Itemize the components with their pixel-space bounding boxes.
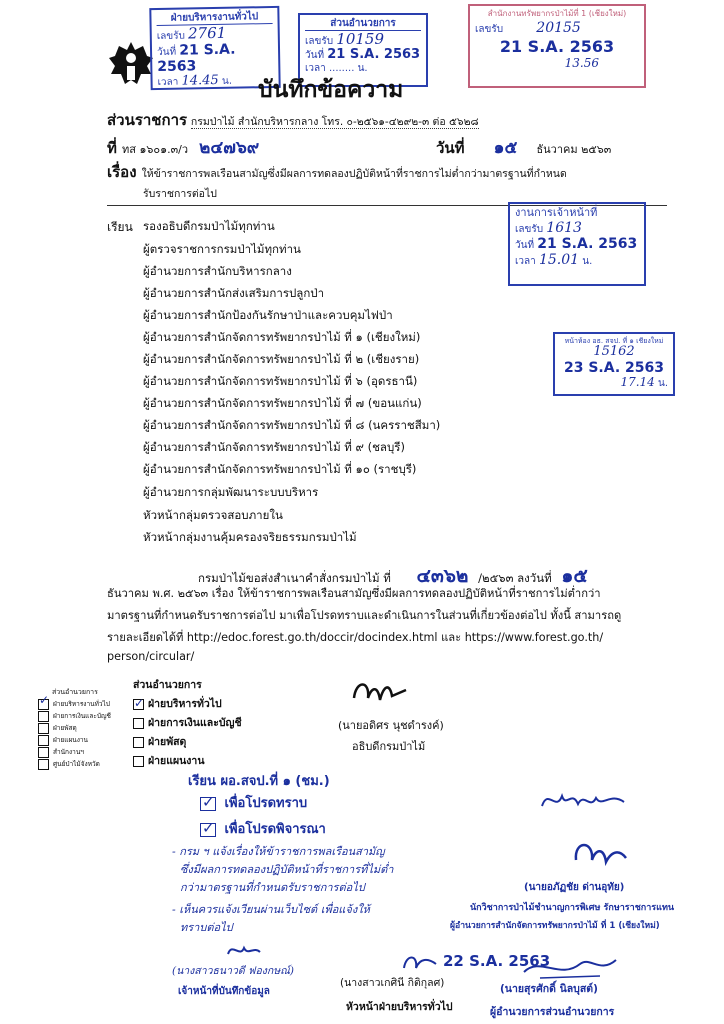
recipient-item: ผู้อำนวยการสำนักจัดการทรัพยากรป่าไม้ ที่ ๑๐ (ราชบุรี) xyxy=(143,462,417,476)
checkbox[interactable] xyxy=(38,735,49,746)
recipient-item: ผู้ตรวจราชการกรมป่าไม้ทุกท่าน xyxy=(143,242,301,256)
stamp-time: 13.56 xyxy=(564,55,599,70)
stamp-date: 21 S.A. 2563 xyxy=(499,37,615,57)
director-signature xyxy=(350,676,410,710)
subject-label: เรื่อง xyxy=(107,163,137,181)
recipient-item: ผู้อำนวยการสำนักบริหารกลาง xyxy=(143,264,292,278)
officer-title: นักวิชาการป่าไม้ชำนาญการพิเศษ รักษาราชการแทน xyxy=(470,903,675,913)
date-line xyxy=(436,134,611,161)
stamp-number: 1613 xyxy=(546,219,582,236)
recipient-first: รองอธิบดีกรมป่าไม้ทุกท่าน xyxy=(143,219,275,233)
routing-left-item[interactable]: ฝ่ายแผนงาน xyxy=(38,734,111,746)
recipient-item: ผู้อำนวยการสำนักป้องกันรักษาป่าและควบคุมไฟป่า xyxy=(143,308,393,322)
stamp-time: 15.01 xyxy=(538,251,580,268)
routing-right-item[interactable]: ฝ่ายการเงินและบัญชี xyxy=(133,714,242,733)
admin-name: (นางสาวเกศินี กิติกุลศ) xyxy=(340,977,445,989)
date-rest: ธันวาคม ๒๕๖๓ xyxy=(536,143,612,156)
received-stamp-saraban: หน้าห้อง อธ. สจป. ที่ ๑ เชียงใหม่ 15162 23 S.A. 2563 17.14 น. xyxy=(553,332,675,396)
option-consider[interactable]: ✓ เพื่อโปรดพิจารณา xyxy=(200,818,326,839)
received-stamp-office: สำนักงานทรัพยากรป่าไม้ที่ 1 (เชียงใหม่) เลขรับ 20155 21 S.A. 2563 13.56 xyxy=(468,4,646,88)
routing-left-item[interactable]: ✓ฝ่ายบริหารงานทั่วไป xyxy=(38,698,111,710)
subject-text: ให้ข้าราชการพลเรือนสามัญซึ่งมีผลการทดลองปฏิบัติหน้าที่ราชการไม่ต่ำกว่ามาตรฐานที่กำหนด xyxy=(141,168,567,180)
admin-title: หัวหน้าฝ่ายบริหารทั่วไป xyxy=(346,1001,453,1013)
reference-line xyxy=(107,134,259,161)
checkbox[interactable] xyxy=(133,737,144,748)
routing-right-item[interactable]: ✓ฝ่ายบริหารทั่วไป xyxy=(133,695,242,714)
stamp-time: 14.45 xyxy=(181,72,219,89)
body-line-3: มาตรฐานที่กำหนดรับราชการต่อไป มาเพื่อโปรดทราบและดำเนินการในส่วนที่เกี่ยวข้องต่อไป ทั้งนี้ สามารถดู xyxy=(107,609,622,622)
recipient-item: ผู้อำนวยการสำนักจัดการทรัพยากรป่าไม้ ที่ ๗ (ขอนแก่น) xyxy=(143,396,422,410)
recipient-item: ผู้อำนวยการสำนักส่งเสริมการปลูกป่า xyxy=(143,286,325,300)
handwritten-note: ซึ่งมีผลการทดลองปฏิบัติหน้าที่ราชการที่ไม่ต่ำ xyxy=(180,863,394,876)
checkbox[interactable] xyxy=(133,756,144,767)
checkbox[interactable] xyxy=(38,723,49,734)
date-stamp: 22 S.A. 2563 xyxy=(443,952,551,970)
stamp-header: ฝ่ายบริหารงานทั่วไป xyxy=(156,11,272,26)
checkbox[interactable] xyxy=(38,747,49,758)
clerk-signature xyxy=(224,940,264,960)
ref-label: ที่ xyxy=(107,139,117,157)
handwritten-signature xyxy=(538,782,628,818)
ref-number: ๒๔๗๖๙ xyxy=(199,138,260,158)
agency-line xyxy=(107,108,479,132)
body-line-4: รายละเอียดได้ที่ http://edoc.forest.go.th/doccir/docindex.html และ https://www.forest.go.th/ xyxy=(107,631,604,644)
recipient-item: ผู้อำนวยการสำนักจัดการทรัพยากรป่าไม้ ที่ ๘ (นครราชสีมา) xyxy=(143,418,441,432)
routing-right xyxy=(133,676,242,771)
checkbox[interactable] xyxy=(133,699,144,710)
subject-text-cont: รับราชการต่อไป xyxy=(143,188,217,200)
routing-right-header: ส่วนอำนวยการ xyxy=(133,679,202,691)
handwritten-note: ทราบต่อไป xyxy=(180,921,233,934)
clerk-title: เจ้าหน้าที่บันทึกข้อมูล xyxy=(178,986,270,997)
stamp-header: หน้าห้อง อธ. สจป. ที่ ๑ เชียงใหม่ xyxy=(564,337,664,345)
order-number: ๔๓๖๒ xyxy=(416,565,469,587)
officer-name: (นายอภัฏชัย ด่านอุทัย) xyxy=(524,882,625,893)
recipient-item: ผู้อำนวยการสำนักจัดการทรัพยากรป่าไม้ ที่ ๖ (อุดรธานี) xyxy=(143,374,418,388)
admin-signature xyxy=(400,950,440,976)
routing-left-item[interactable]: สำนักงานฯ xyxy=(38,746,111,758)
garuda-emblem xyxy=(107,38,155,90)
memo-title: บันทึกข้อความ xyxy=(258,77,404,103)
handwritten-note: กว่ามาตรฐานที่กำหนดรับราชการต่อไป xyxy=(180,881,365,894)
handwritten-note: - กรม ฯ แจ้งเรื่องให้ข้าราชการพลเรือนสามัญ xyxy=(172,845,385,858)
stamp-time: 17.14 xyxy=(620,375,655,390)
stamp-number: 10159 xyxy=(336,29,385,48)
received-stamp-director: ส่วนอำนวยการ เลขรับ 10159 วันที่ 21 S.A. 2563 เวลา ........ น. xyxy=(298,13,428,87)
option-acknowledge[interactable]: ✓ เพื่อโปรดทราบ xyxy=(200,792,307,813)
routing-left-item[interactable]: ฝ่ายการเงินและบัญชี xyxy=(38,710,111,722)
clerk-name: (นางสาวธนาวดี ฟองกษณ์) xyxy=(172,965,295,977)
handwritten-to-line: เรียน ผอ.สจป.ที่ ๑ (ชม.) xyxy=(188,774,330,789)
recipient-item: ผู้อำนวยการกลุ่มพัฒนาระบบบริหาร xyxy=(143,485,319,499)
routing-left xyxy=(38,686,111,770)
stamp-number: 2761 xyxy=(187,23,227,42)
checkbox[interactable] xyxy=(38,759,49,770)
signer-name: (นายอดิศร นุชดำรงค์) xyxy=(338,719,444,732)
routing-right-item[interactable]: ฝ่ายพัสดุ xyxy=(133,733,242,752)
checkbox-acknowledge[interactable] xyxy=(200,797,216,811)
stamp-number: 15162 xyxy=(593,344,635,360)
agency-value: กรมป่าไม้ สำนักบริหารกลาง โทร. ๐-๒๕๖๑-๔๒๙๒-๓ ต่อ ๕๖๒๘ xyxy=(190,116,479,128)
salutation: เรียน xyxy=(107,220,133,234)
director-name: (นายสุรศักดิ์ นิลบุสต์) xyxy=(500,983,598,995)
handwritten-note: - เห็นควรแจ้งเวียนผ่านเว็บไซต์ เพื่อแจ้งให้ xyxy=(172,903,370,916)
routing-right-item[interactable]: ฝ่ายแผนงาน xyxy=(133,752,242,771)
recipient-item: ผู้อำนวยการสำนักจัดการทรัพยากรป่าไม้ ที่ ๑ (เชียงใหม่) xyxy=(143,330,421,344)
checkbox[interactable] xyxy=(38,711,49,722)
stamp-date: 21 S.A. 2563 xyxy=(327,46,421,62)
received-stamp-clerk: งานการเจ้าหน้าที่ เลขรับ 1613 วันที่ 21 S.A. 2563 เวลา 15.01 น. xyxy=(508,202,646,286)
checkbox[interactable] xyxy=(38,699,49,710)
recipient-item: ผู้อำนวยการสำนักจัดการทรัพยากรป่าไม้ ที่ ๒ (เชียงราย) xyxy=(143,352,420,366)
officer-signature xyxy=(570,836,630,872)
recipient-item: หัวหน้ากลุ่มงานคุ้มครองจริยธรรมกรมป่าไม้ xyxy=(143,530,357,544)
date-day: ๑๕ xyxy=(493,138,518,158)
routing-left-item[interactable]: ฝ่ายพัสดุ xyxy=(38,722,111,734)
checkbox-consider[interactable] xyxy=(200,823,216,837)
stamp-number: 20155 xyxy=(536,20,581,37)
ref-value: ทส ๑๖๐๑.๓/ว xyxy=(121,143,189,156)
officer-title: ผู้อำนวยการสำนักจัดการทรัพยากรป่าไม้ ที่ 1 (เชียงใหม่) xyxy=(450,921,660,931)
recipient-item: หัวหน้ากลุ่มตรวจสอบภายใน xyxy=(143,508,283,522)
stamp-header: สำนักงานทรัพยากรป่าไม้ที่ 1 (เชียงใหม่) xyxy=(487,9,627,18)
stamp-header: ส่วนอำนวยการ xyxy=(305,18,421,31)
routing-left-item[interactable]: ศูนย์ป่าไม้จังหวัด xyxy=(38,758,111,770)
recipient-item: ผู้อำนวยการสำนักจัดการทรัพยากรป่าไม้ ที่ ๙ (ชลบุรี) xyxy=(143,440,405,454)
director-title: ผู้อำนวยการส่วนอำนวยการ xyxy=(490,1006,615,1018)
agency-label: ส่วนราชการ xyxy=(107,111,188,129)
subject-line xyxy=(107,160,567,184)
order-day: ๑๕ xyxy=(561,565,588,587)
body-line-1: กรมป่าไม้ขอส่งสำเนาคำสั่งกรมป่าไม้ ที่ ๔๓๖๒ /๒๕๖๓ ลงวันที่ ๑๕ xyxy=(198,565,588,587)
routing-left-header: ส่วนอำนวยการ xyxy=(52,688,98,696)
checkbox[interactable] xyxy=(133,718,144,729)
stamp-date: 21 S.A. 2563 xyxy=(537,235,638,252)
stamp-header: งานการเจ้าหน้าที่ xyxy=(515,206,598,219)
body-line-2: ธันวาคม พ.ศ. ๒๕๖๓ เรื่อง ให้ข้าราชการพลเรือนสามัญซึ่งมีผลการทดลองปฏิบัติหน้าที่ราชการไม่ต่ำกว่า xyxy=(107,587,601,600)
signer-title: อธิบดีกรมป่าไม้ xyxy=(352,740,426,753)
body-line-5: person/circular/ xyxy=(107,650,195,663)
stamp-date: 21 S.A. 2563 xyxy=(157,41,236,75)
received-stamp-admin: ฝ่ายบริหารงานทั่วไป เลขรับ 2761 วันที่ 21 S.A. 2563 เวลา 14.45 น. xyxy=(149,6,280,90)
date-label: วันที่ xyxy=(436,139,465,157)
stamp-date: 23 S.A. 2563 xyxy=(563,359,664,376)
